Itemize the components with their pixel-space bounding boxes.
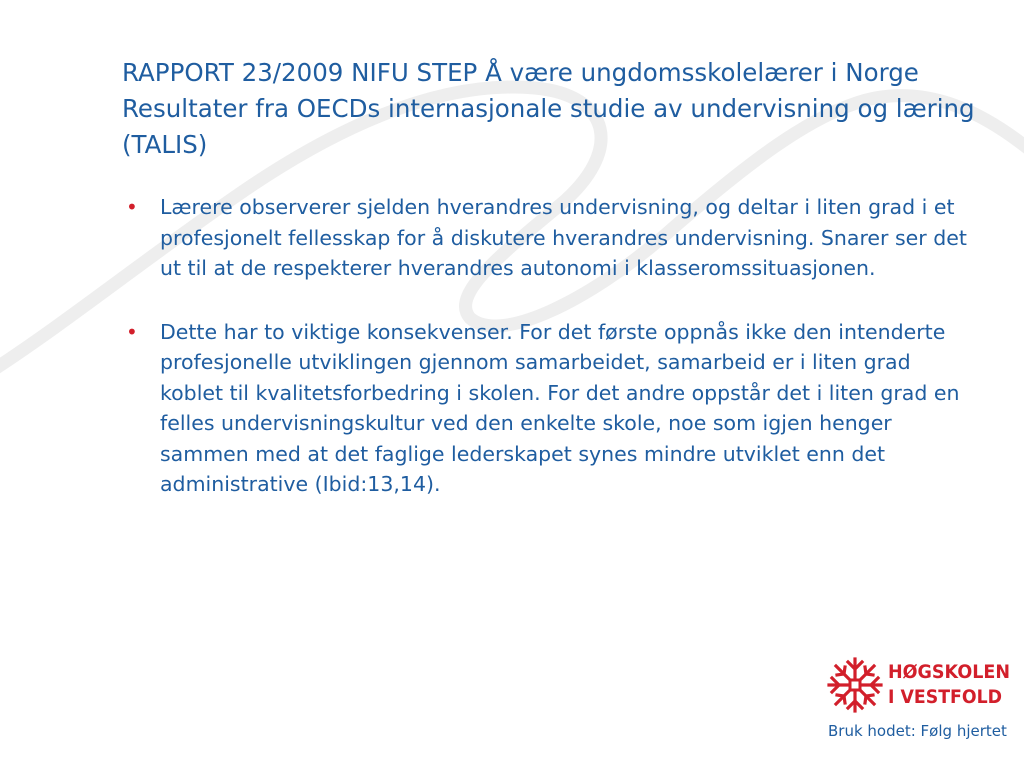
hogskolen-i-vestfold-logo (826, 656, 1016, 748)
bullet-list (122, 192, 972, 533)
bullet-text: Lærere observerer sjelden hverandres undervisning, og deltar i liten grad i et profesjonelt fellesskap for å diskutere hverandres undervisning. Snarer ser det ut til at de respekterer hverandres autonomi i klasseromssituasjonen. (160, 195, 967, 280)
snowflake-emblem-icon (826, 656, 884, 714)
svg-text:HØGSKOLEN: HØGSKOLEN (888, 661, 1010, 683)
logo-wordmark (886, 656, 1016, 714)
bullet-text: Dette har to viktige konsekvenser. For det første oppnås ikke den intenderte profesjonelle utviklingen gjennom samarbeidet, samarbeid er i liten grad koblet til kvalitetsforbedring i skolen. For det andre oppstår det i liten grad en felles undervisningskultur ved den enkelte skole, noe som igjen henger sammen med at det faglige lederskapet synes mindre utviklet enn det administrative (Ibid:13,14). (160, 319, 960, 496)
bullet-dot-icon: • (126, 319, 138, 344)
slide-title: RAPPORT 23/2009 NIFU STEP Å være ungdomsskolelærer i Norge Resultater fra OECDs internasjonale studie av undervisning og læring (TALIS) (122, 58, 975, 159)
svg-text:I VESTFOLD: I VESTFOLD (888, 686, 1002, 708)
bullet-dot-icon: • (126, 195, 138, 219)
bullet-item (122, 192, 972, 284)
logo-tagline: Bruk hodet: Følg hjertet (828, 722, 1007, 740)
bullet-item (122, 317, 972, 500)
